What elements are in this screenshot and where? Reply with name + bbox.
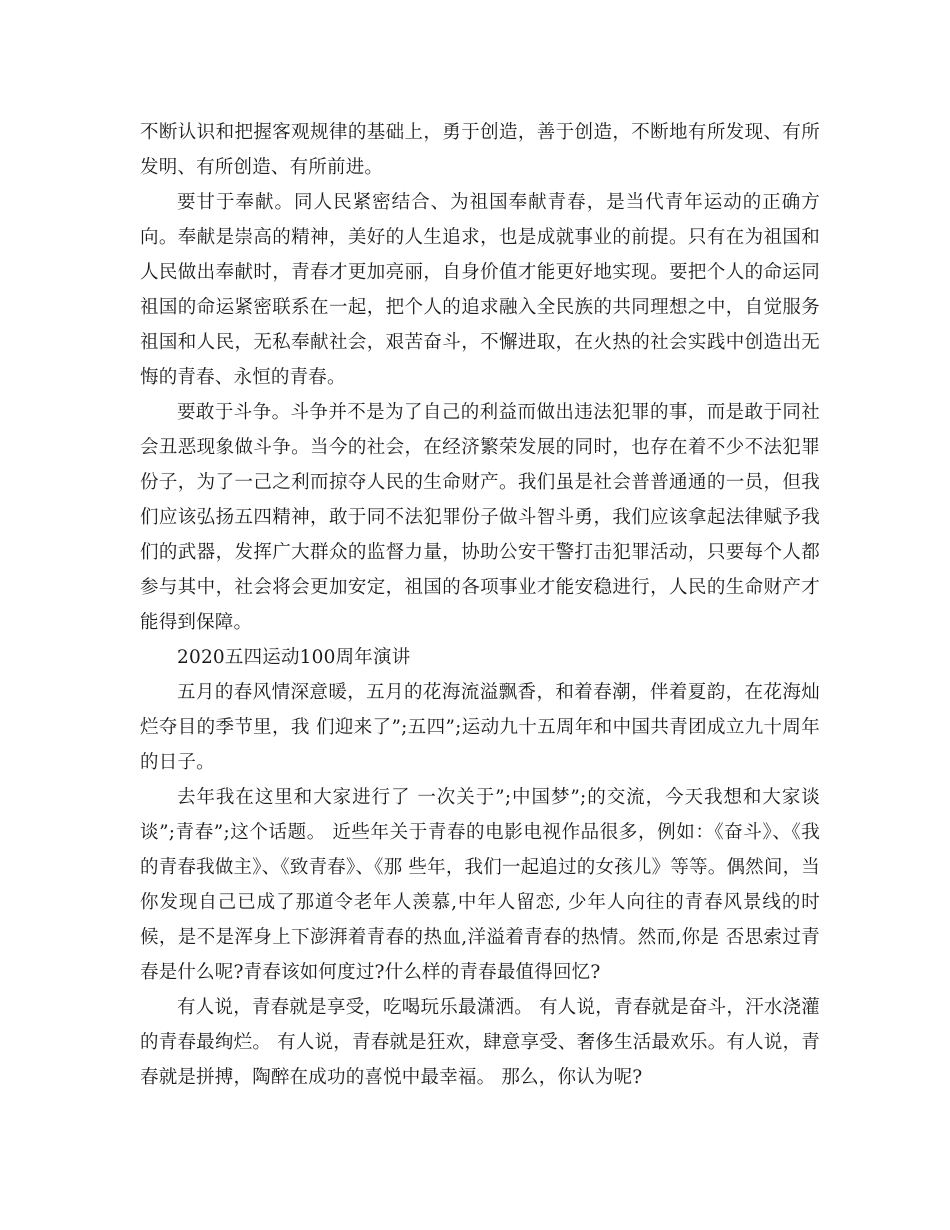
paragraph-youth-topic: 去年我在这里和大家进行了 一次关于”;中国梦”;的交流，今天我想和大家谈谈”;青春”;这个话题。 近些年关于青春的电影电视作品很多，例如：《奋斗》、《我的青春我做主》、《致青春》、《那 些年，我们一起追过的女孩儿》等等。偶然间，当你发现自己已成了那道令老年人羡慕,中年人留恋, 少年人向往的青春风景线的时候，是不是浑身上下澎湃着青春的热血,洋溢着青春的热情。然而,你是 否思索过青春是什么呢?青春该如何度过?什么样的青春最值得回忆? — [140, 787, 820, 983]
paragraph-dedication: 要甘于奉献。同人民紧密结合、为祖国奉献青春，是当代青年运动的正确方向。奉献是崇高的精神，美好的人生追求，也是成就事业的前提。只有在为祖国和人民做出奉献时，青春才更加亮丽，自身价值才能更好地实现。要把个人的命运同祖国的命运紧密联系在一起，把个人的追求融入全民族的共同理想之中，自觉服务祖国和人民，无私奉献社会，艰苦奋斗，不懈进取，在火热的社会实践中创造出无悔的青春、永恒的青春。 — [140, 192, 820, 388]
paragraph-continuation: 不断认识和把握客观规律的基础上，勇于创造，善于创造，不断地有所发现、有所发明、有所创造、有所前进。 — [140, 122, 820, 178]
paragraph-youth-opinions: 有人说，青春就是享受，吃喝玩乐最潇洒。 有人说，青春就是奋斗，汗水浇灌的青春最绚烂。 有人说，青春就是狂欢，肆意享受、奢侈生活最欢乐。有人说，青春就是拼搏，陶醉在成功的喜悦中最幸福。 那么，你认为呢? — [140, 997, 820, 1088]
paragraph-struggle: 要敢于斗争。斗争并不是为了自己的利益而做出违法犯罪的事，而是敢于同社会丑恶现象做斗争。当今的社会，在经济繁荣发展的同时，也存在着不少不法犯罪份子，为了一己之利而掠夺人民的生命财产。我们虽是社会普普通通的一员，但我们应该弘扬五四精神，敢于同不法犯罪份子做斗智斗勇，我们应该拿起法律赋予我们的武器，发挥广大群众的监督力量，协助公安干警打击犯罪活动，只要每个人都参与其中，社会将会更加安定，祖国的各项事业才能安稳进行，人民的生命财产才能得到保障。 — [140, 402, 820, 633]
section-heading: 2020五四运动100周年演讲 — [177, 647, 411, 668]
document-body — [140, 115, 820, 1095]
paragraph-may-breeze: 五月的春风情深意暖，五月的花海流溢飘香，和着春潮，伴着夏韵，在花海灿烂夺目的季节里，我 们迎来了”;五四”;运动九十五周年和中国共青团成立九十周年的日子。 — [140, 682, 820, 773]
